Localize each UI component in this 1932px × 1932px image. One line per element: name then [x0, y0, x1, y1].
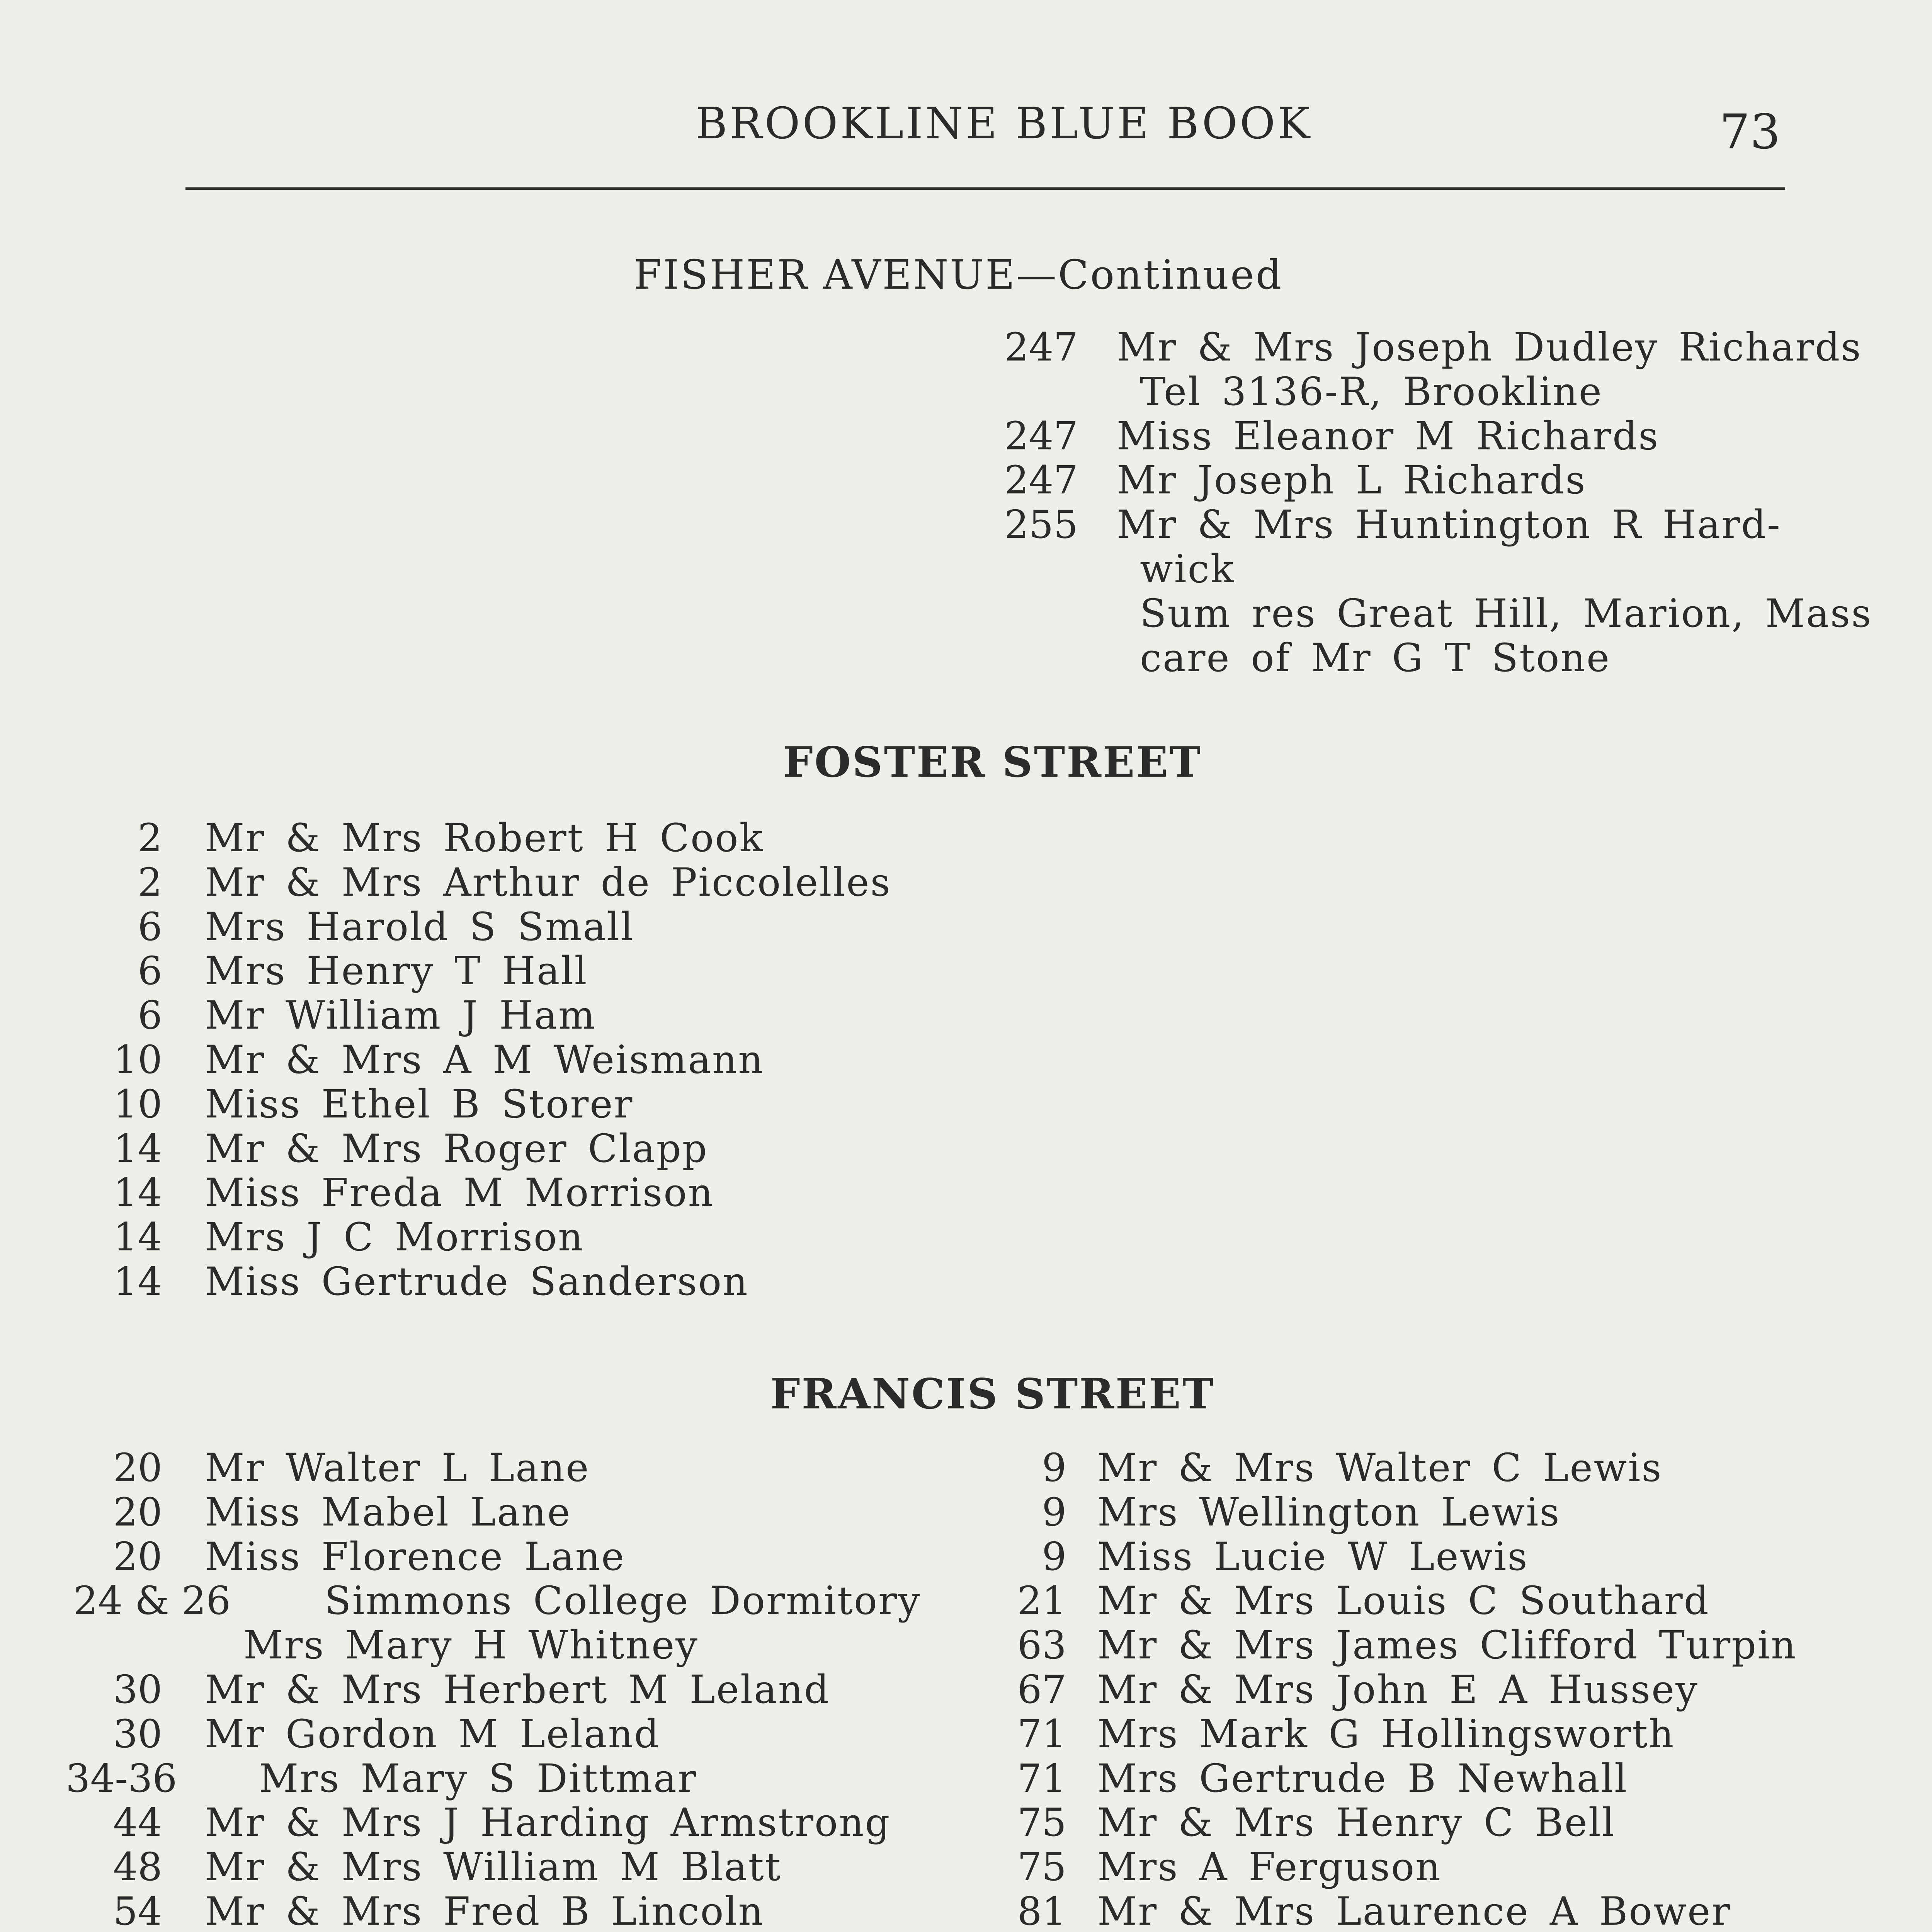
list-item: [985, 635, 1893, 680]
list-item: [73, 1214, 923, 1259]
house-number: 14: [113, 1259, 162, 1304]
house-number: 34-36: [66, 1755, 177, 1801]
house-number: 20: [113, 1534, 162, 1579]
list-item: [73, 993, 923, 1037]
resident-name: Miss Freda M Morrison: [205, 1170, 714, 1216]
list-item: [985, 591, 1893, 635]
list-item: [985, 502, 1893, 546]
resident-name: Mr & Mrs Joseph Dudley Richards: [1117, 325, 1862, 370]
house-number: 20: [113, 1445, 162, 1490]
resident-name: Miss Eleanor M Richards: [1117, 413, 1660, 459]
resident-name: Mrs Mark G Hollingsworth: [1097, 1711, 1675, 1757]
list-item: [985, 325, 1893, 369]
house-number: 63: [1017, 1622, 1066, 1668]
list-item: [73, 1711, 981, 1756]
list-item: [1005, 1534, 1893, 1578]
house-number: 9: [1042, 1534, 1066, 1579]
resident-name: Mrs Harold S Small: [205, 904, 634, 949]
house-number: 247: [1004, 325, 1078, 370]
house-number: 48: [113, 1844, 162, 1890]
resident-name: Mrs Gertrude B Newhall: [1097, 1755, 1628, 1801]
house-number: 10: [113, 1037, 162, 1082]
resident-name: Simmons College Dormitory: [325, 1578, 921, 1624]
house-number: 14: [113, 1170, 162, 1216]
list-item: [1005, 1445, 1893, 1490]
list-item: [73, 1622, 981, 1667]
resident-name: Mr & Mrs Louis C Southard: [1097, 1578, 1710, 1624]
resident-name: Mr Gordon M Leland: [205, 1711, 660, 1757]
list-item: [73, 1445, 981, 1490]
list-item: [73, 1259, 923, 1303]
list-item: [73, 860, 923, 904]
resident-name: Mr & Mrs Huntington R Hard-: [1117, 502, 1781, 548]
resident-name: Mr & Mrs Roger Clapp: [205, 1126, 708, 1171]
resident-name: Mr William J Ham: [205, 993, 596, 1038]
resident-name: Mr Walter L Lane: [205, 1445, 590, 1490]
house-number: 21: [1017, 1578, 1066, 1624]
resident-name: Mrs Mary S Dittmar: [259, 1755, 697, 1801]
foster-street-heading: FOSTER STREET: [783, 738, 1202, 787]
list-item: [1005, 1490, 1893, 1534]
list-item: [985, 413, 1893, 458]
foster-street-list: [73, 815, 923, 1303]
house-number: 20: [113, 1489, 162, 1535]
list-item: [73, 1844, 981, 1889]
house-number: 71: [1017, 1755, 1066, 1801]
page-number: 73: [1719, 104, 1781, 160]
list-item: [73, 1126, 923, 1170]
house-number: 6: [138, 948, 162, 994]
resident-name: Miss Ethel B Storer: [205, 1081, 634, 1127]
francis-street-right-list: [1005, 1445, 1893, 1932]
fisher-avenue-list: [985, 325, 1893, 679]
list-item: [73, 948, 923, 993]
house-number: 81: [1017, 1888, 1066, 1932]
house-number: 30: [113, 1711, 162, 1757]
house-number: 9: [1042, 1445, 1066, 1490]
list-item: [73, 904, 923, 949]
house-number: 71: [1017, 1711, 1066, 1757]
house-number: 247: [1004, 413, 1078, 459]
resident-name: Mr & Mrs Laurence A Bower: [1097, 1888, 1731, 1932]
resident-detail: care of Mr G T Stone: [1140, 635, 1611, 680]
resident-name: Miss Lucie W Lewis: [1097, 1534, 1529, 1579]
house-number: 2: [138, 859, 162, 905]
resident-detail: Mrs Mary H Whitney: [243, 1622, 699, 1668]
house-number: 14: [113, 1214, 162, 1260]
resident-name: Mrs A Ferguson: [1097, 1844, 1442, 1890]
resident-detail: wick: [1140, 546, 1235, 592]
list-item: [985, 546, 1893, 591]
list-item: [73, 1889, 981, 1932]
resident-name: Mr & Mrs Robert H Cook: [205, 815, 764, 861]
house-number: 24 & 26: [73, 1578, 231, 1624]
list-item: [73, 1037, 923, 1082]
resident-detail: Sum res Great Hill, Marion, Mass: [1140, 590, 1872, 636]
resident-name: Mr & Mrs A M Weismann: [205, 1037, 764, 1082]
list-item: [1005, 1756, 1893, 1800]
resident-name: Miss Mabel Lane: [205, 1489, 571, 1535]
resident-name: Mrs Wellington Lewis: [1097, 1489, 1561, 1535]
resident-name: Miss Gertrude Sanderson: [205, 1259, 749, 1304]
list-item: [1005, 1667, 1893, 1711]
house-number: 6: [138, 904, 162, 949]
house-number: 14: [113, 1126, 162, 1171]
resident-name: Mr & Mrs Henry C Bell: [1097, 1800, 1616, 1845]
resident-name: Mr & Mrs William M Blatt: [205, 1844, 782, 1890]
resident-detail: Tel 3136-R, Brookline: [1140, 369, 1603, 414]
list-item: [985, 369, 1893, 413]
list-item: [73, 1667, 981, 1711]
list-item: [1005, 1711, 1893, 1756]
list-item: [1005, 1622, 1893, 1667]
running-head: BROOKLINE BLUE BOOK: [696, 99, 1312, 149]
list-item: [1005, 1578, 1893, 1622]
list-item: [73, 1534, 981, 1578]
resident-name: Mr & Mrs Walter C Lewis: [1097, 1445, 1663, 1490]
list-item: [1005, 1889, 1893, 1932]
list-item: [985, 457, 1893, 502]
francis-street-heading: FRANCIS STREET: [770, 1370, 1215, 1418]
house-number: 255: [1004, 502, 1078, 548]
list-item: [1005, 1844, 1893, 1889]
resident-name: Miss Florence Lane: [205, 1534, 626, 1579]
list-item: [66, 1755, 981, 1801]
resident-name: Mr & Mrs John E A Hussey: [1097, 1667, 1699, 1712]
house-number: 44: [113, 1800, 162, 1845]
house-number: 75: [1017, 1800, 1066, 1845]
house-number: 30: [113, 1667, 162, 1712]
list-item: [73, 1082, 923, 1126]
house-number: 10: [113, 1081, 162, 1127]
house-number: 67: [1017, 1667, 1066, 1712]
house-number: 2: [138, 815, 162, 861]
list-item: [73, 1578, 981, 1622]
list-item: [1005, 1800, 1893, 1844]
house-number: 75: [1017, 1844, 1066, 1890]
resident-name: Mr & Mrs James Clifford Turpin: [1097, 1622, 1797, 1668]
house-number: 247: [1004, 457, 1078, 503]
resident-name: Mr & Mrs J Harding Armstrong: [205, 1800, 891, 1845]
house-number: 6: [138, 993, 162, 1038]
list-item: [73, 815, 923, 860]
list-item: [73, 1800, 981, 1844]
house-number: 54: [113, 1888, 162, 1932]
resident-name: Mr & Mrs Arthur de Piccolelles: [205, 859, 891, 905]
resident-name: Mr Joseph L Richards: [1117, 457, 1587, 503]
resident-name: Mrs Henry T Hall: [205, 948, 588, 994]
resident-name: Mrs J C Morrison: [205, 1214, 584, 1260]
header-rule: [185, 187, 1785, 190]
house-number: 9: [1042, 1489, 1066, 1535]
francis-street-left-list: [66, 1445, 981, 1932]
resident-name: Mr & Mrs Herbert M Leland: [205, 1667, 830, 1712]
fisher-avenue-heading: FISHER AVENUE—Continued: [634, 251, 1283, 298]
list-item: [73, 1170, 923, 1214]
resident-name: Mr & Mrs Fred B Lincoln: [205, 1888, 764, 1932]
list-item: [73, 1490, 981, 1534]
